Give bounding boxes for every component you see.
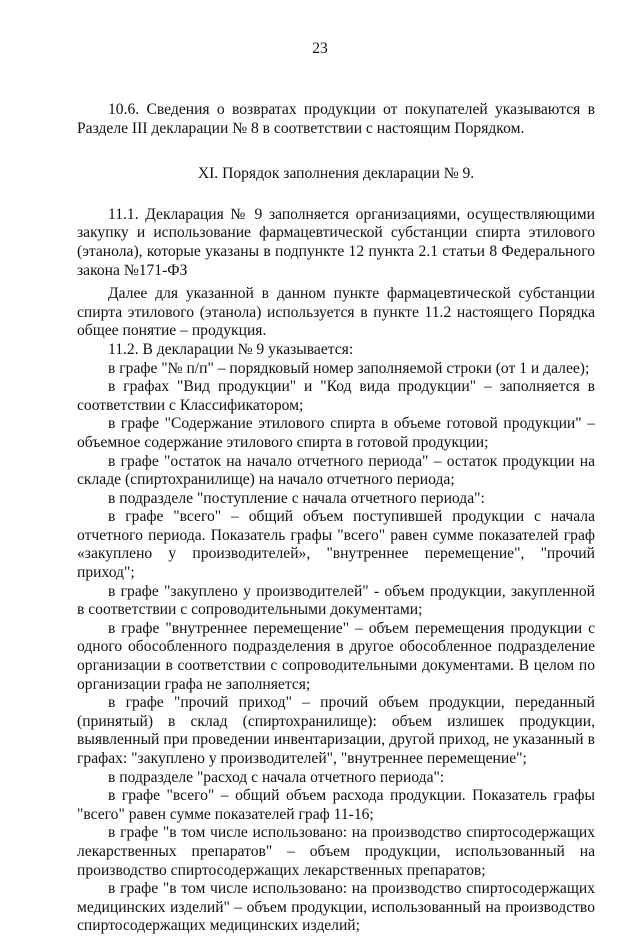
paragraph-opening-balance: в графе "остаток на начало отчетного периода" – остаток продукции на складе (спиртохранилище) на начало отчетного периода; <box>77 452 595 489</box>
paragraph-other-receipts: в графе "прочий приход" – прочий объем продукции, переданный (принятый) в склад (спиртохранилище): объем излишек продукции, выявленный при проведении инвентаризации, другой приход, не указанный в графах: "закуплено у производителей", "внутреннее перемещение"; <box>77 694 595 767</box>
paragraph-used-for-medicines: в графе "в том числе использовано: на производство спиртосодержащих лекарственных препаратов" – объем продукции, использованный на производство спиртосодержащих лекарственных препаратов; <box>77 824 595 879</box>
paragraph-used-for-medical-devices: в графе "в том числе использовано: на производство спиртосодержащих медицинских изделий" – объем продукции, использованный на производство спиртосодержащих медицинских изделий; <box>77 880 595 935</box>
paragraph-10-6: 10.6. Сведения о возвратах продукции от покупателей указываются в Разделе III декларации № 8 в соответствии с настоящим Порядком. <box>77 101 595 137</box>
paragraph-expenditure-total: в графе "всего" – общий объем расхода продукции. Показатель графы "всего" равен сумме показателей граф 11-16; <box>77 787 595 823</box>
paragraph-ethanol-content: в графе "Содержание этилового спирта в объеме готовой продукции" – объемное содержание этилового спирта в готовой продукции; <box>77 415 595 451</box>
paragraph-receipts-subsection: в подразделе "поступление с начала отчетного периода": <box>108 489 485 507</box>
document-body <box>77 101 595 936</box>
paragraph-row-number: в графе "№ п/п" – порядковый номер заполняемой строки (от 1 и далее); <box>108 359 590 377</box>
section-heading: XI. Порядок заполнения декларации № 9. <box>197 165 475 183</box>
paragraph-expenditure-subsection: в подразделе "расход с начала отчетного периода": <box>108 768 445 786</box>
page-number: 23 <box>312 40 328 57</box>
paragraph-11-2: 11.2. В декларации № 9 указывается: <box>108 340 354 358</box>
paragraph-receipts-total: в графе "всего" – общий объем поступившей продукции с начала отчетного периода. Показатель графы "всего" равен сумме показателей граф «закуплено у производителей», "внутреннее перемещение", "прочий приход"; <box>77 508 595 582</box>
paragraph-internal-transfer: в графе "внутреннее перемещение" – объем перемещения продукции с одного обособленного подразделения в другое обособленное подразделение организации в соответствии с сопроводительными документами. В целом по организации графа не заполняется; <box>77 619 595 693</box>
paragraph-11-1: 11.1. Декларация № 9 заполняется организациями, осуществляющими закупку и использование фармацевтической субстанции спирта этилового (этанола), которые указаны в подпункте 12 пункта 2.1 статьи 8 Федерального закона №171-ФЗ <box>77 205 595 279</box>
paragraph-purchased: в графе "закуплено у производителей" - объем продукции, закупленной в соответствии с сопроводительными документами; <box>77 582 595 619</box>
paragraph-product-type: в графах "Вид продукции" и "Код вида продукции" – заполняется в соответствии с Классификатором; <box>77 378 595 414</box>
paragraph-product-definition: Далее для указанной в данном пункте фармацевтической субстанции спирта этилового (этанола) используется в пункте 11.2 настоящего Порядка общее понятие – продукция. <box>77 285 595 340</box>
